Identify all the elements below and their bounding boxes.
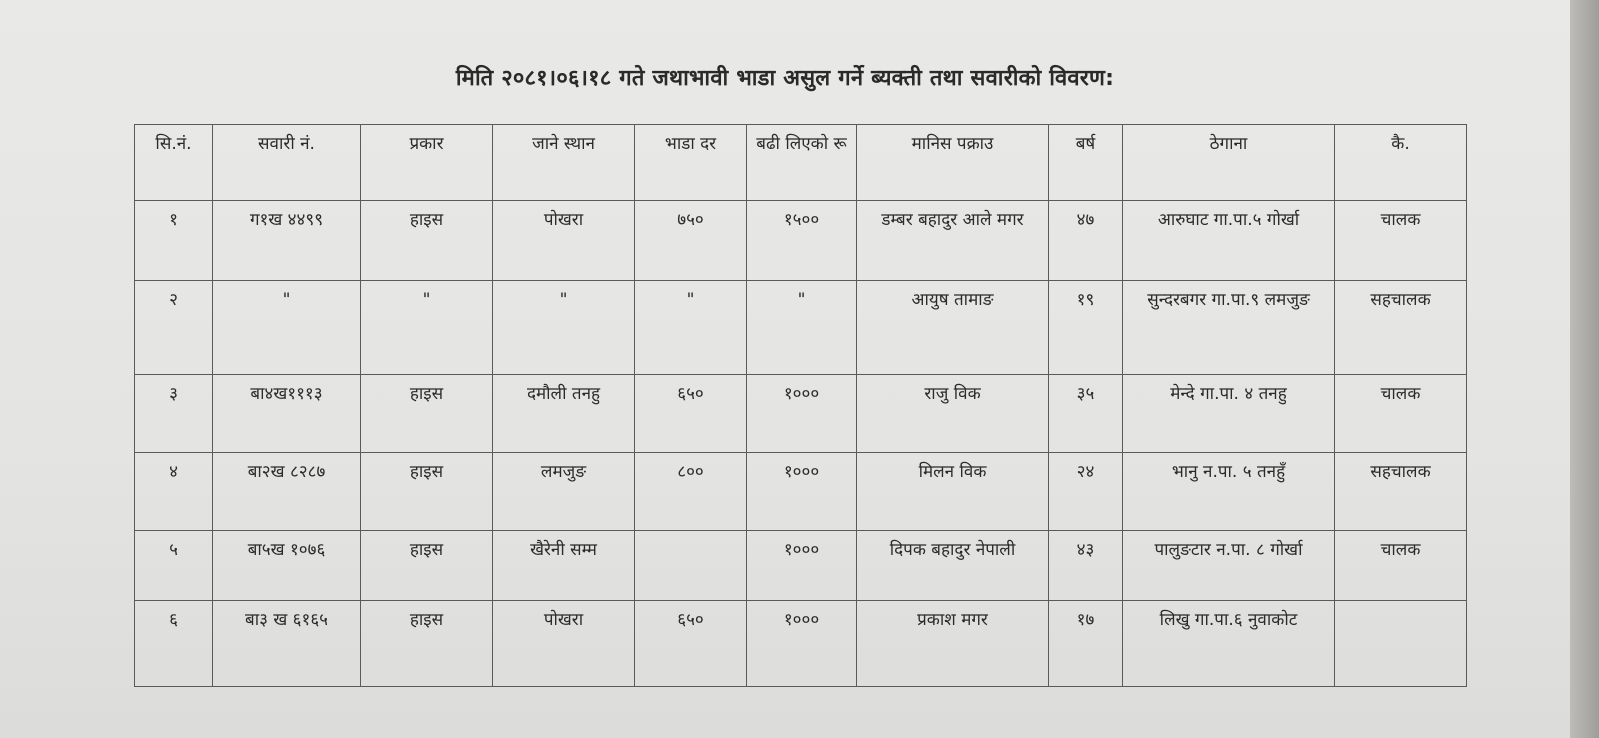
cell-person-arrested: प्रकाश मगर (857, 601, 1049, 687)
cell-destination: पोखरा (493, 201, 635, 281)
col-header-address: ठेगाना (1123, 125, 1335, 201)
cell-destination: खैरेनी सम्म (493, 531, 635, 601)
col-header-remarks: कै. (1335, 125, 1467, 201)
cell-serial: १ (135, 201, 213, 281)
cell-excess-charged: " (747, 281, 857, 375)
cell-serial: ५ (135, 531, 213, 601)
col-header-type: प्रकार (361, 125, 493, 201)
cell-fare: ६५० (635, 601, 747, 687)
col-header-fare: भाडा दर (635, 125, 747, 201)
cell-type: " (361, 281, 493, 375)
cell-excess-charged: १००० (747, 531, 857, 601)
cell-vehicle-no: बा२ख ८२८७ (213, 453, 361, 531)
cell-fare: ८०० (635, 453, 747, 531)
cell-remarks: चालक (1335, 375, 1467, 453)
cell-person-arrested: मिलन विक (857, 453, 1049, 531)
cell-address: लिखु गा.पा.६ नुवाकोट (1123, 601, 1335, 687)
cell-type: हाइस (361, 601, 493, 687)
cell-vehicle-no: ग१ख ४४९९ (213, 201, 361, 281)
cell-remarks (1335, 601, 1467, 687)
table-row (135, 281, 1467, 375)
table-row (135, 375, 1467, 453)
cell-destination: दमौली तनहु (493, 375, 635, 453)
col-header-serial: सि.नं. (135, 125, 213, 201)
col-header-age: बर्ष (1049, 125, 1123, 201)
cell-vehicle-no: बा३ ख ६१६५ (213, 601, 361, 687)
cell-remarks: सहचालक (1335, 281, 1467, 375)
cell-age: २४ (1049, 453, 1123, 531)
col-header-vehicle-no: सवारी नं. (213, 125, 361, 201)
cell-age: १९ (1049, 281, 1123, 375)
document-title: मिति २०८१।०६।१८ गते जथाभावी भाडा असुल गर्ने ब्यक्ती तथा सवारीको विवरण: (455, 66, 1115, 91)
cell-fare: ७५० (635, 201, 747, 281)
cell-address: भानु न.पा. ५ तनहुँ (1123, 453, 1335, 531)
col-header-person-arrested: मानिस पक्राउ (857, 125, 1049, 201)
table-row (135, 453, 1467, 531)
cell-vehicle-no: " (213, 281, 361, 375)
cell-type: हाइस (361, 375, 493, 453)
cell-person-arrested: डम्बर बहादुर आले मगर (857, 201, 1049, 281)
table-row (135, 201, 1467, 281)
cell-vehicle-no: बा४ख१११३ (213, 375, 361, 453)
cell-vehicle-no: बा५ख १०७६ (213, 531, 361, 601)
table-row (135, 601, 1467, 687)
vehicle-details-table (134, 124, 1467, 687)
cell-serial: २ (135, 281, 213, 375)
cell-type: हाइस (361, 453, 493, 531)
cell-excess-charged: १००० (747, 375, 857, 453)
cell-age: ४३ (1049, 531, 1123, 601)
cell-age: ३५ (1049, 375, 1123, 453)
cell-person-arrested: आयुष तामाङ (857, 281, 1049, 375)
cell-fare: ६५० (635, 375, 747, 453)
col-header-excess-charged: बढी लिएको रू (747, 125, 857, 201)
cell-address: मेन्दे गा.पा. ४ तनहु (1123, 375, 1335, 453)
cell-remarks: चालक (1335, 531, 1467, 601)
cell-excess-charged: १००० (747, 601, 857, 687)
page-edge-background (1570, 0, 1599, 738)
cell-remarks: चालक (1335, 201, 1467, 281)
cell-serial: ४ (135, 453, 213, 531)
cell-person-arrested: राजु विक (857, 375, 1049, 453)
cell-destination: पोखरा (493, 601, 635, 687)
col-header-destination: जाने स्थान (493, 125, 635, 201)
cell-fare (635, 531, 747, 601)
cell-excess-charged: १५०० (747, 201, 857, 281)
cell-serial: ६ (135, 601, 213, 687)
table-header-row (135, 125, 1467, 201)
cell-destination: लमजुङ (493, 453, 635, 531)
cell-age: १७ (1049, 601, 1123, 687)
table-row (135, 531, 1467, 601)
cell-address: पालुङटार न.पा. ८ गोर्खा (1123, 531, 1335, 601)
cell-serial: ३ (135, 375, 213, 453)
cell-address: आरुघाट गा.पा.५ गोर्खा (1123, 201, 1335, 281)
cell-type: हाइस (361, 201, 493, 281)
cell-remarks: सहचालक (1335, 453, 1467, 531)
cell-address: सुन्दरबगर गा.पा.९ लमजुङ (1123, 281, 1335, 375)
cell-excess-charged: १००० (747, 453, 857, 531)
cell-destination: " (493, 281, 635, 375)
cell-fare: " (635, 281, 747, 375)
cell-type: हाइस (361, 531, 493, 601)
cell-person-arrested: दिपक बहादुर नेपाली (857, 531, 1049, 601)
cell-age: ४७ (1049, 201, 1123, 281)
